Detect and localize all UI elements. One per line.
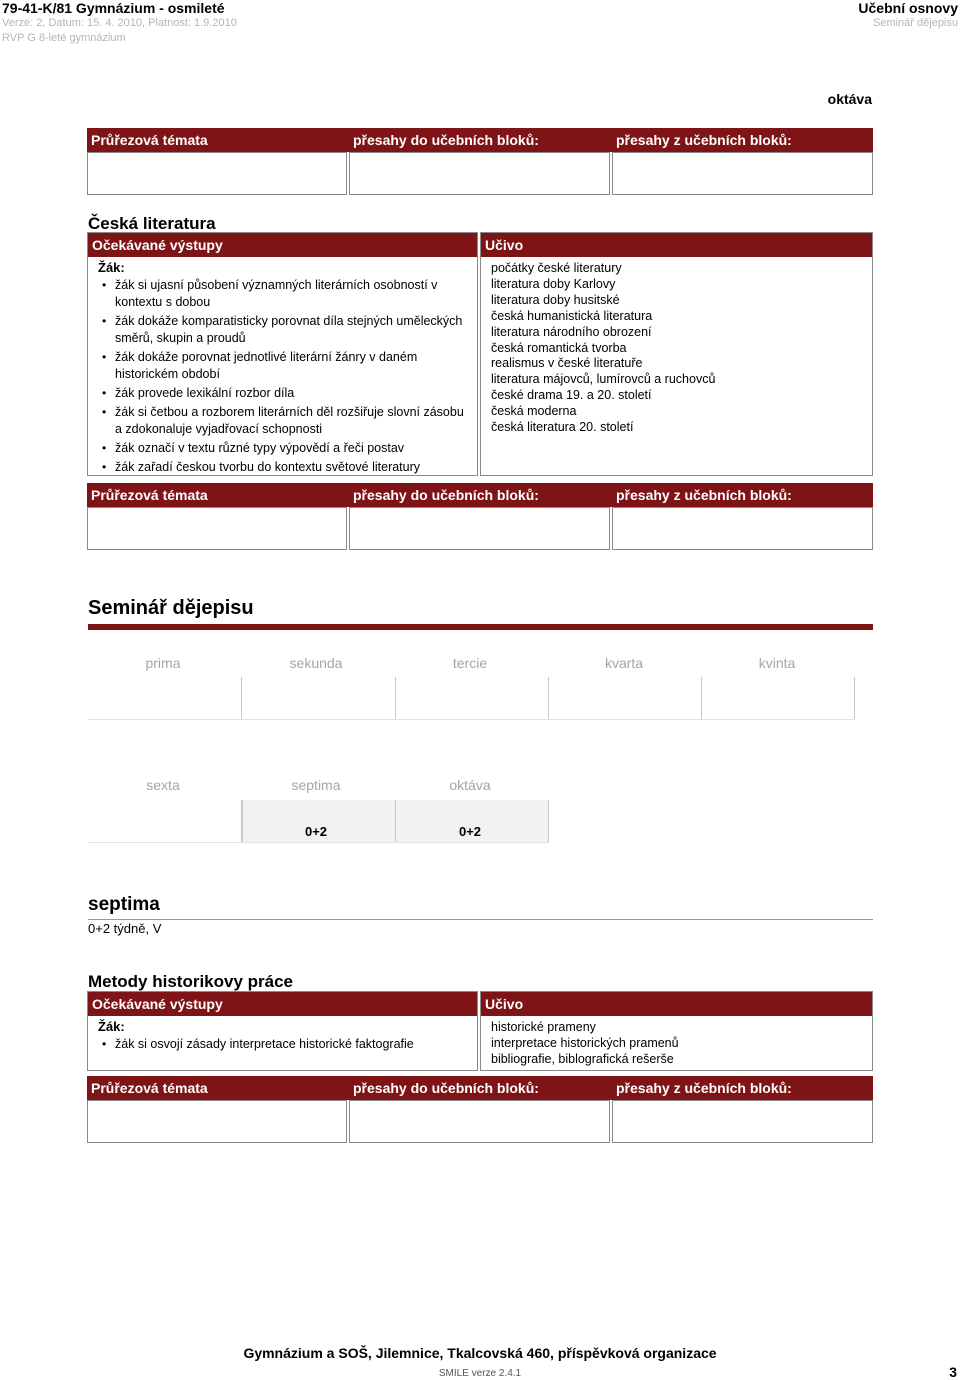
grade-label: oktáva — [827, 91, 872, 107]
grade-row-divider — [88, 842, 549, 843]
grade-cell — [702, 677, 855, 719]
cross-topics-cell — [87, 1100, 347, 1143]
expected-outputs-header: Očekávané výstupy — [88, 992, 477, 1016]
list-item: • žák označí v textu různé typy výpovědí a řeči postav — [115, 440, 469, 457]
overlaps-from-label: přesahy z učebních bloků: — [616, 487, 792, 503]
overlaps-into-cell — [349, 507, 610, 550]
cross-topics-cell — [87, 507, 347, 550]
cross-topics-label: Průřezová témata — [91, 487, 208, 503]
overlaps-from-cell — [612, 152, 873, 195]
grade-prima: prima — [145, 655, 181, 671]
overlaps-into-label: přesahy do učebních bloků: — [353, 487, 539, 503]
section-title: Učební osnovy — [858, 0, 958, 16]
overlaps-from-label: přesahy z učebních bloků: — [616, 1080, 792, 1096]
grade-cell — [549, 677, 702, 719]
cross-topics-label: Průřezová témata — [91, 1080, 208, 1096]
topic-title: Česká literatura — [88, 214, 216, 233]
footer-version: SMILE verze 2.4.1 — [438, 1368, 522, 1379]
list-item: historické prameny — [491, 1020, 596, 1034]
list-item: • žák dokáže porovnat jednotlivé literární žánry v daném historickém období — [115, 349, 469, 383]
overlaps-from-label: přesahy z učebních bloků: — [616, 132, 792, 148]
list-item: česká romantická tvorba — [491, 340, 627, 355]
student-label: Žák: — [98, 260, 125, 275]
grade-row-divider — [88, 719, 855, 720]
grade-heading: septima — [88, 894, 160, 915]
list-item: české drama 19. a 20. století — [491, 388, 652, 403]
expected-outputs-pane — [87, 232, 478, 476]
list-item: • žák si osvojí zásady interpretace historické faktografie — [115, 1036, 469, 1053]
list-item: • žák si četbou a rozborem literárních děl rozšiřuje slovní zásobu a zdokonaluje vyjadřovací schopnosti — [115, 404, 469, 438]
list-item: literatura májovců, lumírovců a ruchovců — [491, 372, 716, 387]
grade-kvarta: kvarta — [604, 655, 644, 671]
cross-topics-header — [87, 1076, 873, 1100]
curriculum-pane — [480, 232, 873, 476]
overlaps-into-cell — [349, 1100, 610, 1143]
grade-septima: septima — [291, 777, 341, 793]
cross-topics-cell — [87, 152, 347, 195]
curriculum-header: Učivo — [481, 233, 872, 257]
overlaps-into-cell — [349, 152, 610, 195]
list-item: česká humanistická literatura — [491, 308, 653, 323]
list-item: česká moderna — [491, 404, 577, 419]
list-item: česká literatura 20. století — [491, 420, 634, 435]
grade-cell — [88, 677, 242, 719]
cross-topics-label: Průřezová témata — [91, 132, 208, 148]
grade-kvinta: kvinta — [758, 655, 796, 671]
curriculum-pane — [480, 991, 873, 1071]
overlaps-into-label: přesahy do učebních bloků: — [353, 132, 539, 148]
subject-heading: Seminář dějepisu — [88, 597, 254, 619]
student-label: Žák: — [98, 1019, 125, 1034]
list-item: • žák si ujasní působení významných literárních osobností v kontextu s dobou — [115, 277, 469, 311]
curriculum-list — [491, 1020, 872, 1068]
rvp-info: RVP G 8-leté gymnázium — [2, 32, 126, 44]
list-item: • žák dokáže komparatisticky porovnat díla stejných uměleckých směrů, skupin a proudů — [115, 313, 469, 347]
list-item: literatura národního obrození — [491, 324, 652, 339]
topic-title: Metody historikovy práce — [88, 972, 294, 991]
list-item: interpretace historických pramenů — [491, 1035, 679, 1050]
expected-outputs-header: Očekávané výstupy — [88, 233, 477, 257]
subject-title: Seminář dějepisu — [873, 17, 958, 29]
weekly-hours: 0+2 týdně, V — [88, 921, 162, 936]
list-item: bibliografie, biblografická rešerše — [491, 1051, 674, 1066]
grade-cell — [242, 677, 396, 719]
list-item: počátky české literatury — [491, 261, 622, 275]
grade-cell — [396, 677, 549, 719]
hours-septima: 0+2 — [304, 824, 328, 839]
hours-oktava: 0+2 — [458, 824, 482, 839]
footer-school: Gymnázium a SOŠ, Jilemnice, Tkalcovská 460, příspěvková organizace — [243, 1345, 717, 1361]
page-number: 3 — [949, 1364, 957, 1380]
curriculum-header: Učivo — [481, 992, 872, 1016]
curriculum-list — [491, 261, 872, 436]
list-item: realismus v české literatuře — [491, 356, 643, 371]
cross-topics-header — [87, 128, 873, 152]
list-item: literatura doby Karlovy — [491, 276, 616, 291]
overlaps-from-cell — [612, 507, 873, 550]
grade-heading-rule — [88, 919, 873, 920]
grade-cell — [88, 800, 242, 842]
overlaps-into-label: přesahy do učebních bloků: — [353, 1080, 539, 1096]
grade-sexta: sexta — [146, 777, 180, 793]
overlaps-from-cell — [612, 1100, 873, 1143]
list-item: literatura doby husitské — [491, 292, 620, 307]
document-title: 79-41-K/81 Gymnázium - osmileté — [2, 0, 225, 16]
list-item: • žák zařadí českou tvorbu do kontextu světové literatury — [115, 459, 469, 476]
cross-topics-header — [87, 483, 873, 507]
subject-heading-rule — [88, 624, 873, 630]
grade-tercie: tercie — [452, 655, 488, 671]
outputs-list — [88, 277, 477, 476]
expected-outputs-pane — [87, 991, 478, 1071]
grade-sekunda: sekunda — [289, 655, 343, 671]
version-info: Verze: 2, Datum: 15. 4. 2010, Platnost: 1.9.2010 — [2, 17, 237, 29]
grade-oktava: oktáva — [449, 777, 491, 793]
list-item: • žák provede lexikální rozbor díla — [115, 385, 469, 402]
outputs-list — [88, 1036, 477, 1053]
